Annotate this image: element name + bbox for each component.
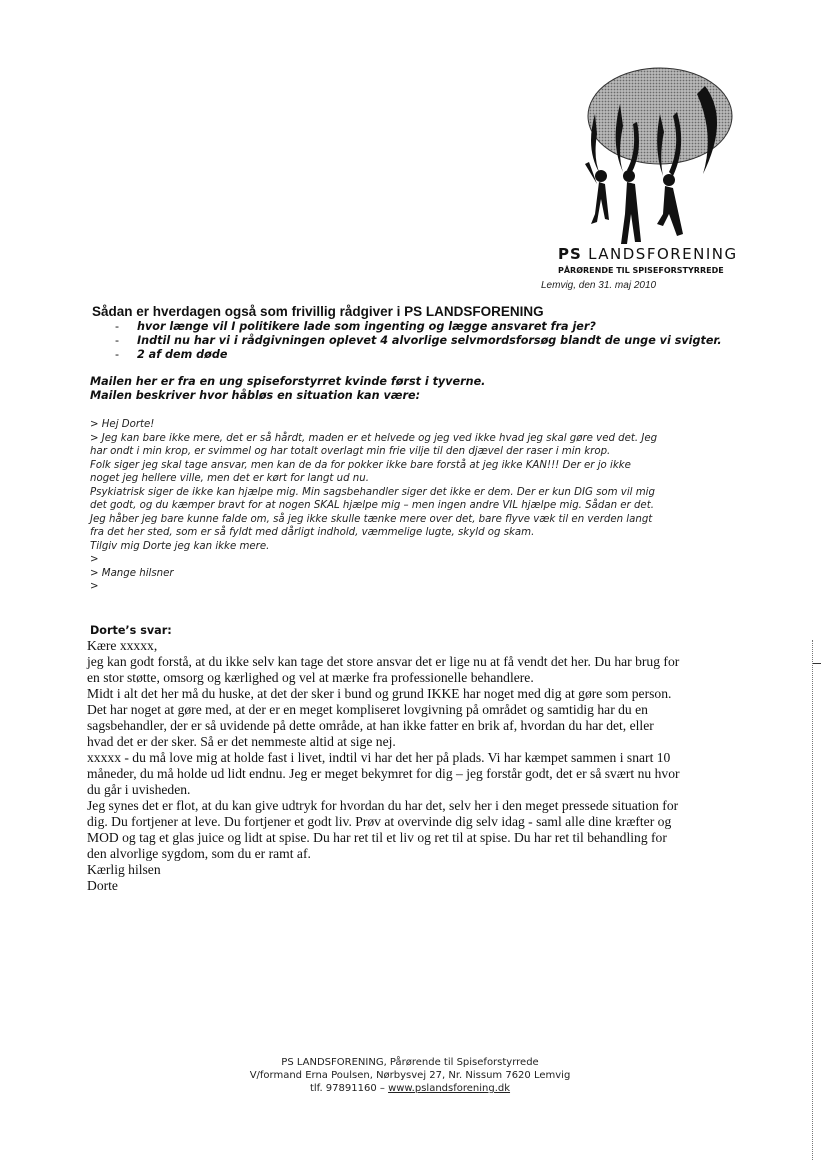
reply-line: Jeg synes det er flot, at du kan give udtryk for hvordan du har det, selv her i den meget pressede situation for [87,798,679,813]
footer-phone: tlf. 97891160 – [309,1083,389,1094]
mail-line: Folk siger jeg skal tage ansvar, men kan de da for pokker ikke bare forstå at jeg ikke KAN!!! Der er jo ikke [90,459,631,471]
reply-line: måneder, du må holde ud lidt endnu. Jeg er meget bekymret for dig – jeg forstår godt, det er så svært nu hvor [87,766,680,781]
mail-line: det godt, og du kæmper bravt for at nogen SKAL hjælpe mig – men ingen andre VIL hjælpe mig. Sådan er det. [90,500,654,511]
mail-line: Psykiatrisk siger de ikke kan hjælpe mig. Min sagsbehandler siger det ikke er dem. Der er kun DIG som vil mig [90,486,655,498]
mail-line: > Hej Dorte! [90,419,155,430]
organization-name [558,245,738,263]
reply-line: MOD og tag et glas juice og lidt at spise. Du har ret til et liv og ret til at spise. Du har ret til behandling for [87,830,667,845]
mail-line: > Mange hilsner [90,567,174,579]
bullet-item-continuation [115,348,745,362]
organization-name-bold: PS [558,245,582,263]
reply-line: en stor støtte, omsorg og kærlighed og vel at mærke fra professionelle behandlere. [87,670,534,685]
mail-line: > [90,581,99,592]
mail-line: har ondt i min krop, er svimmel og har totalt overlagt min frie vilje til den djævel der raser i min krop. [90,446,611,457]
reply-line: Dorte [87,878,118,893]
organization-subtitle: PÅRØRENDE TIL SPISEFORSTYRREDE [558,266,724,275]
website-link[interactable]: www.pslandsforening.dk [388,1083,511,1094]
footer-address-line: V/formand Erna Poulsen, Nørbysvej 27, Nr. Nissum 7620 Lemvig [249,1070,571,1081]
mail-line: noget jeg hellere ville, men det er kørt for langt ud nu. [90,473,369,484]
mail-line: Tilgiv mig Dorte jeg kan ikke mere. [90,540,270,552]
reply-body [87,638,747,894]
reply-line: xxxxx - du må love mig at holde fast i livet, indtil vi har det her på plads. Vi har kæmpet sammen i snart 10 [87,750,671,765]
reply-line: Kære xxxxx, [87,638,158,653]
organization-name-rest: LANDSFORENING [581,245,738,263]
mail-line: > [90,554,99,565]
reply-line: sagsbehandler, der er så uvidende på dette område, at han ikke fatter en brik af, hvordan du har det, eller [87,718,654,733]
intro-line: Mailen beskriver hvor håbløs en situation kan være: [90,389,421,402]
reply-line: du går i uvisheden. [87,782,191,797]
reply-line: den alvorlige sygdom, som du er ramt af. [87,846,311,861]
intro-paragraph [90,375,740,403]
bullet-continuation-text: 2 af dem døde [137,348,228,361]
bullet-list [115,320,745,362]
intro-line: Mailen her er fra en ung spiseforstyrret kvinde først i tyverne. [90,375,486,388]
bullet-item: - hvor længe vil I politikere lade som ingenting og lægge ansvaret fra jer? [115,320,745,334]
mail-line: Jeg håber jeg bare kunne falde om, så jeg ikke skulle tænke mere over det, bare flyve væk til en verden langt [90,513,653,525]
reply-line: Det har noget at gøre med, at der er en meget kompliseret lovgivning på området og samtidig har du en [87,702,648,717]
mail-line: fra det her sted, som er så fyldt med dårligt indhold, væmmelige lugte, skyld og skam. [90,527,535,538]
reply-line: hvad det er der sker. Så er det nemmeste altid at sige nej. [87,734,396,749]
reply-heading: Dorte’s svar: [90,624,172,637]
footer [180,1056,640,1095]
headline: Sådan er hverdagen også som frivillig rådgiver i PS LANDSFORENING [92,304,544,319]
reply-line: dig. Du fortjener at leve. Du fortjener et godt liv. Prøv at overvinde dig selv idag - saml alle dine kræfter og [87,814,672,829]
ps-landsforening-logo [565,64,735,254]
mail-line: > Jeg kan bare ikke mere, det er så hårdt, maden er et helvede og jeg ved ikke hvad jeg skal gøre ved det. Jeg [90,432,658,444]
bullet-item: - Indtil nu har vi i rådgivningen oplevet 4 alvorlige selvmordsforsøg blandt de unge vi svigter. [115,334,745,348]
reply-line: jeg kan godt forstå, at du ikke selv kan tage det store ansvar det er lige nu at få vendt det her. Du har brug for [87,654,680,669]
scan-edge-line [812,640,814,1160]
dateline: Lemvig, den 31. maj 2010 [541,280,657,291]
quoted-mail [90,418,740,594]
reply-line: Kærlig hilsen [87,862,161,877]
footer-org-line: PS LANDSFORENING, Pårørende til Spiseforstyrrede [281,1057,539,1068]
footer-contact-line [180,1082,640,1095]
reply-line: Midt i alt det her må du huske, at det der sker i bund og grund IKKE har noget med dig at gøre som person. [87,686,672,701]
scan-edge-tick [813,663,821,664]
